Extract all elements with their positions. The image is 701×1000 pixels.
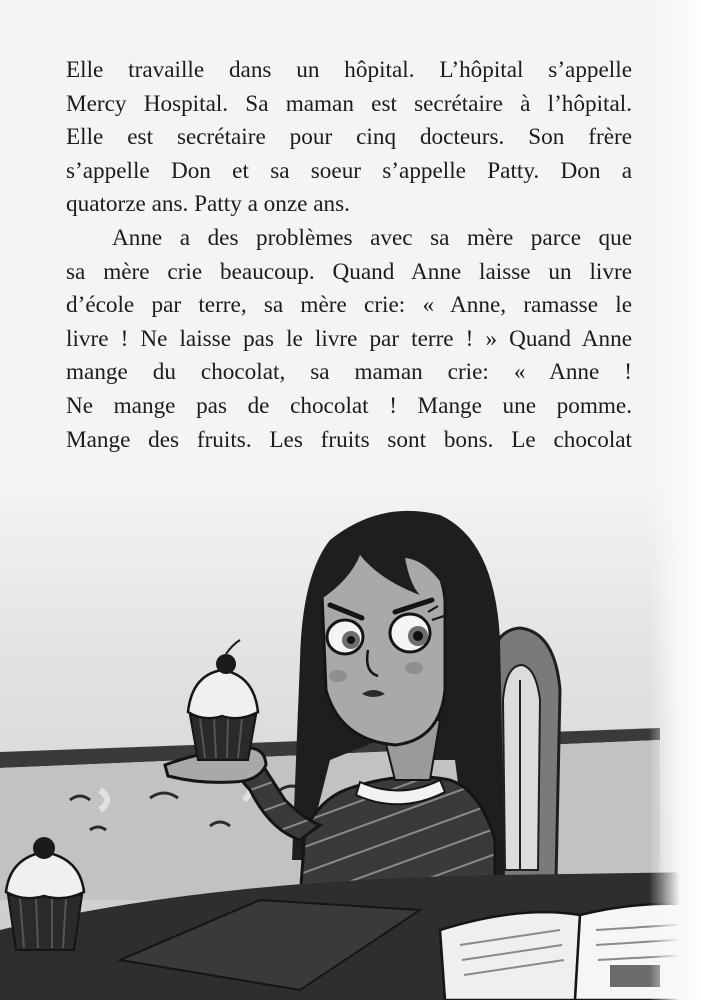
text-line: Elle travaille dans un hôpital. L’hôpital s’appelle — [66, 57, 632, 83]
body-text — [66, 54, 632, 457]
text-line: Mercy Hospital. Sa maman est secrétaire à l’hôpital. — [66, 90, 632, 117]
text-line: Anne a des problèmes avec sa mère parce que — [112, 224, 632, 251]
text-line: Mange des fruits. Les fruits sont bons. Le chocolat — [66, 426, 632, 453]
text-line: sa mère crie beaucoup. Quand Anne laisse un livre — [66, 258, 632, 285]
illustration — [0, 480, 701, 1000]
paragraph-2 — [66, 222, 632, 457]
paragraph-1 — [66, 54, 632, 222]
text-line: Elle est secrétaire pour cinq docteurs. Son frère — [66, 124, 632, 151]
text-line: quatorze ans. Patty a onze ans. — [66, 191, 350, 218]
text-line: d’école par terre, sa mère crie: « Anne, ramasse le — [66, 292, 632, 319]
text-line: s’appelle Don et sa soeur s’appelle Patty. Don a — [66, 157, 632, 184]
text-line: Ne mange pas de chocolat ! Mange une pomme. — [66, 392, 632, 419]
page-edge-shadow — [649, 0, 701, 1000]
text-line: mange du chocolat, sa maman crie: « Anne ! — [66, 359, 632, 386]
text-line: livre ! Ne laisse pas le livre par terre ! » Quand Anne — [66, 325, 632, 352]
